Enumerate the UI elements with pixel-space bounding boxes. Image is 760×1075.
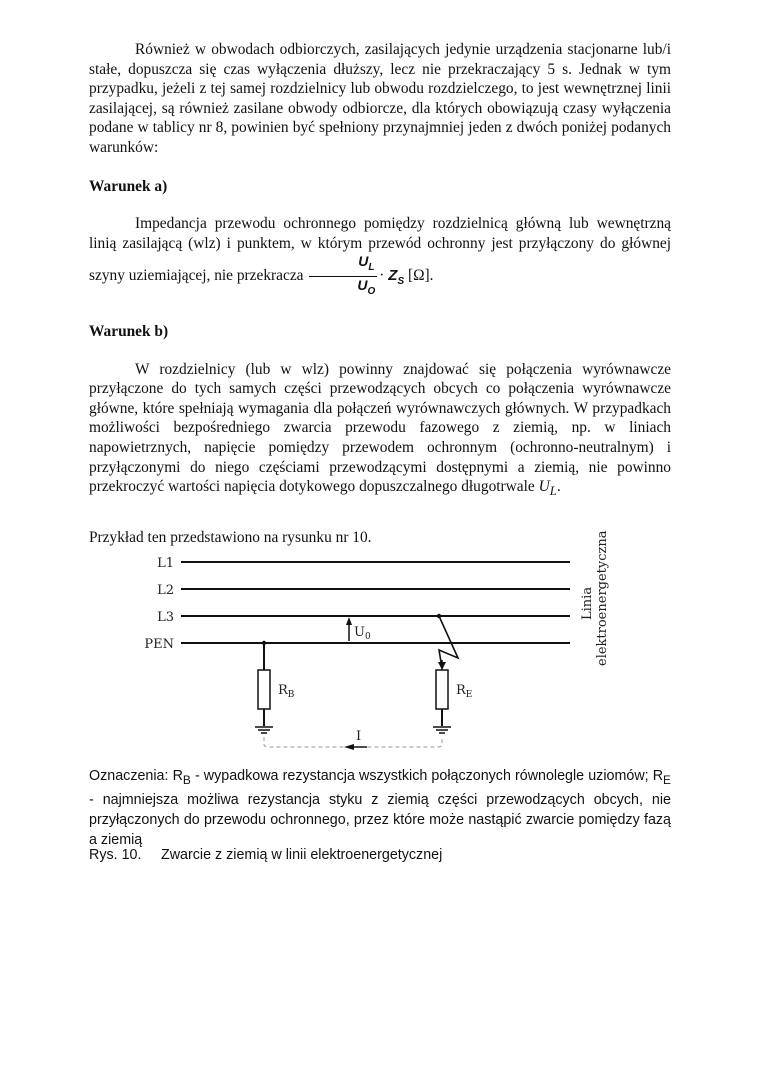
condition-b-heading: Warunek b) (89, 322, 169, 340)
caption-number: Rys. 10. (89, 847, 142, 863)
formula-zs: $Z_S$ (388, 267, 405, 288)
legend-rb: $R_B$ (172, 768, 191, 787)
formula-denominator: $U_O$ (357, 277, 376, 297)
label-side-2: elektroenergetyczna (595, 530, 610, 666)
ul-symbol: $U_L$ (538, 478, 557, 499)
formula-dot: · (379, 267, 385, 285)
label-current: I (356, 729, 362, 744)
current-arrow-icon (344, 744, 354, 750)
example-sentence: Przykład ten przedstawiono na rysunku nr 10. (89, 528, 372, 546)
ground-icon-re (433, 727, 451, 733)
formula-numerator: $U_L$ (309, 253, 377, 277)
caption-title: Zwarcie z ziemią w linii elektroenergetycznej (161, 847, 443, 863)
condition-b-paragraph: W rozdzielnicy (lub w wlz) powinny znajdować się połączenia wyrównawcze przyłączone do tych samych części przewodzących obcych co połączenia wyrównawcze główne, które spełniają wymagania dla połączeń wyrównawczych głównych. W przypadkach możliwości bezpośredniego zwarcia przewodu fazowego z ziemią, np. w liniach napowietrznych, napięcie pomiędzy przewodem ochronnym (ochronno-neutralnym) i przyłączonymi do niego częściami przewodzącymi dostępnymi a ziemią, nie powinno przekroczyć wartości napięcia dotykowego dopuszczalnego długotrwale $U_L$. (89, 360, 671, 499)
fault-junction-dot (437, 614, 441, 618)
label-re: $R_E$ (456, 683, 473, 700)
label-l2: L2 (157, 583, 174, 598)
legend-re: $R_E$ (652, 768, 671, 787)
ground-icon-rb (255, 727, 273, 733)
rb-junction-dot (262, 641, 266, 645)
fault-arrow-icon (438, 662, 446, 670)
label-rb: $R_B$ (278, 683, 295, 700)
label-side-1: Linia (580, 586, 595, 620)
label-pen: PEN (144, 637, 174, 652)
re-resistor (436, 670, 448, 709)
voltage-arrow-icon (346, 617, 352, 625)
condition-b-text: W rozdzielnicy (lub w wlz) powinny znajdować się połączenia wyrównawcze przyłączone do tych samych części przewodzących obcych co połączenia wyrównawcze główne, które spełniają wymagania dla połączeń wyrównawczych głównych. W przypadkach możliwości bezpośredniego zwarcia przewodu fazowego z ziemią, np. w liniach napowietrznych, napięcie pomiędzy przewodem ochronnym (ochronno-neutralnym) i przyłączonymi do niego częściami przewodzącymi dostępnymi a ziemią, nie powinno przekroczyć wartości napięcia dotykowego dopuszczalnego długotrwale (89, 360, 671, 496)
rb-resistor (258, 670, 270, 709)
intro-paragraph: Również w obwodach odbiorczych, zasilających jedynie urządzenia stacjonarne lub/i stałe, dopuszcza się czas wyłączenia dłuższy, lecz nie przekraczający 5 s. Jednak w tym przypadku, jeżeli z tej samej rozdzielnicy lub obwodu rozdzielczego, to jest wewnętrznej linii zasilającej, są również zasilane obwody odbiorcze, dla których obowiązują czasy wyłączenia podane w tablicy nr 8, powinien być spełniony przynajmniej jeden z dwóch poniżej podanych warunków: (89, 41, 671, 156)
condition-a-text: Impedancja przewodu ochronnego pomiędzy rozdzielnicą główną lub wewnętrzną linią zasilającą (wlz) i punktem, w którym przewód ochronny jest przyłączony do głównej szyny uziemiającej, nie przekracza (89, 215, 671, 285)
label-l1: L1 (157, 556, 174, 571)
label-l3: L3 (157, 610, 174, 625)
label-u0: $U_0$ (354, 625, 371, 642)
figure-caption (89, 845, 671, 865)
legend: Oznaczenia: $R_B$ - wypadkowa rezystancja wszystkich połączonych równolegle uziomów; $R_E$ - najmniejsza możliwa rezystancja styku z ziemią części przewodzących obcych, nie przyłączonych do przewodu ochronnego, przez które może nastąpić zwarcie pomiędzy fazą a ziemią (89, 768, 671, 848)
formula-unit: [Ω]. (407, 267, 434, 285)
condition-a-heading: Warunek a) (89, 177, 168, 195)
